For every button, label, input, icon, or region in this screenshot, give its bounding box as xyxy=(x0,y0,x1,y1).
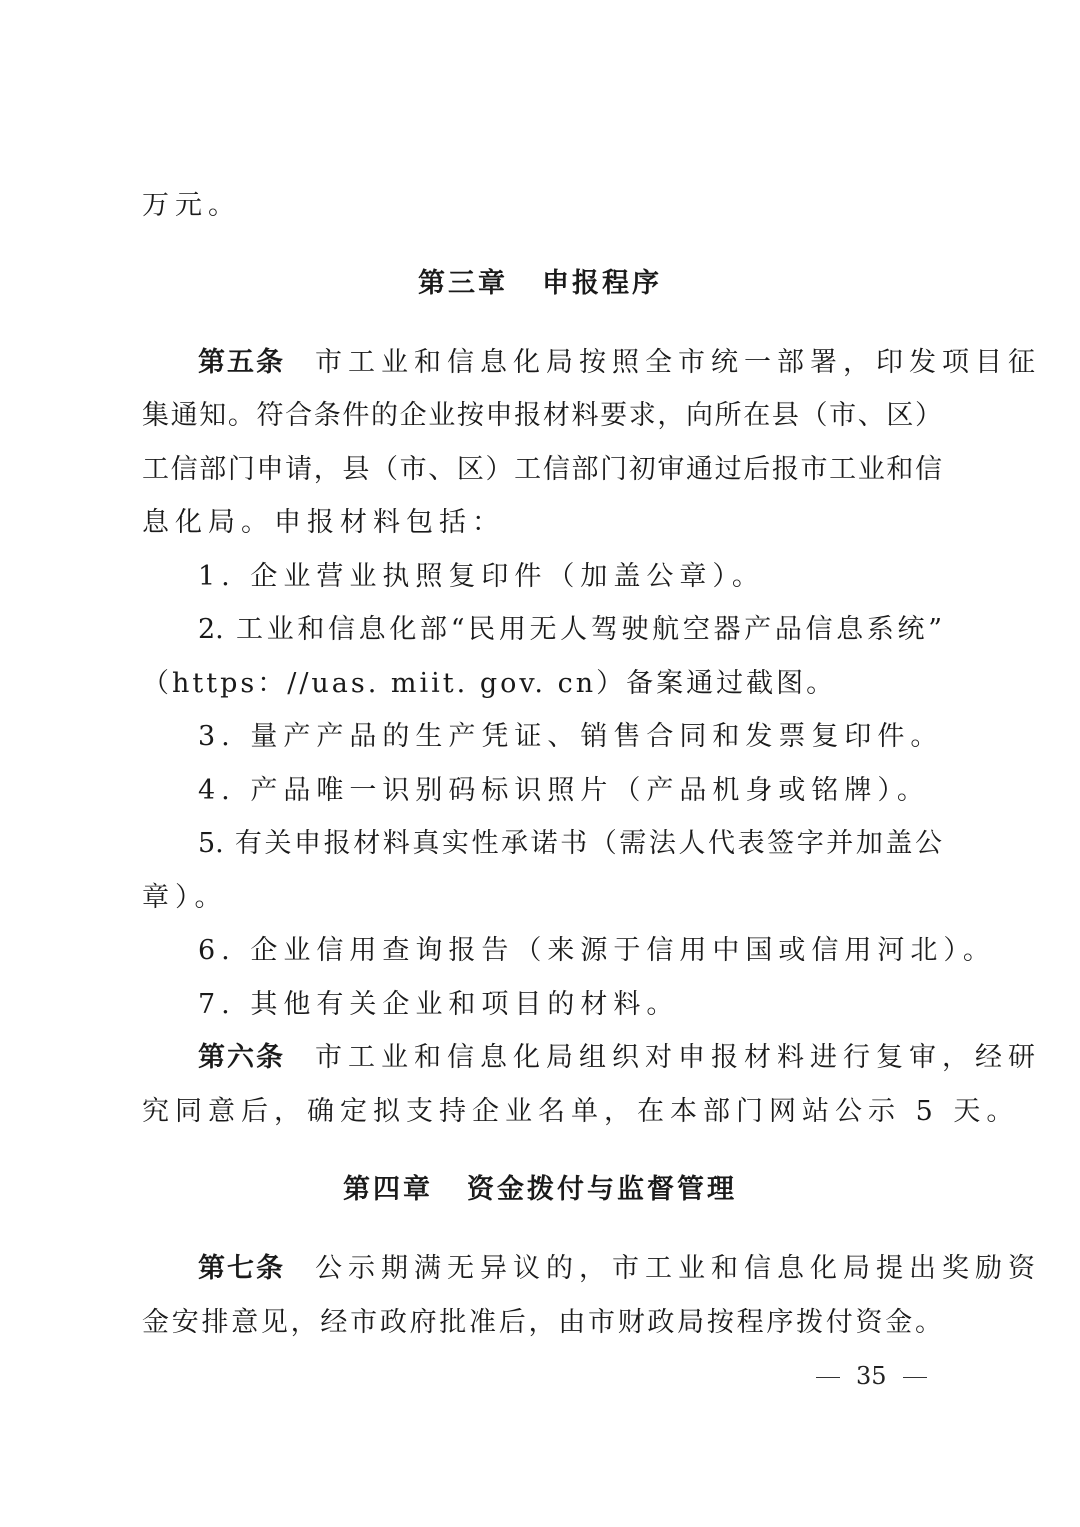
chapter-4-title: 资金拨付与监督管理 xyxy=(467,1174,737,1205)
article-6-line-1 xyxy=(198,1040,1041,1076)
chapter-4-heading xyxy=(0,1172,1080,1208)
page-number-value: 35 xyxy=(856,1362,887,1390)
article-6-text-1: 市工业和信息化局组织对申报材料进行复审，经研 xyxy=(315,1042,1041,1073)
list-item-5-line-2: 章）。 xyxy=(142,882,228,913)
article-5-line-1 xyxy=(198,345,1041,381)
dash-right-icon xyxy=(903,1377,927,1378)
chapter-3-number: 第三章 xyxy=(418,268,508,299)
page-number xyxy=(800,1360,916,1392)
article-5-line-2: 集通知。符合条件的企业按申报材料要求，向所在县（市、区） xyxy=(142,400,942,431)
chapter-3-title: 申报程序 xyxy=(542,268,662,299)
article-7-label: 第七条 xyxy=(198,1253,285,1284)
article-7-text-1: 公示期满无异议的，市工业和信息化局提出奖励资 xyxy=(315,1253,1041,1284)
list-item-4: 4. 产品唯一识别码标识照片（产品机身或铭牌）。 xyxy=(198,775,930,806)
article-5-label: 第五条 xyxy=(198,347,285,378)
article-5-line-4: 息化局。申报材料包括： xyxy=(142,507,505,538)
list-item-1: 1. 企业营业执照复印件（加盖公章）。 xyxy=(198,561,765,592)
list-item-5-line-1: 5. 有关申报材料真实性承诺书（需法人代表签字并加盖公 xyxy=(198,828,942,859)
list-item-3: 3. 量产产品的生产凭证、销售合同和发票复印件。 xyxy=(198,721,944,752)
article-6-line-2: 究同意后，确定拟支持企业名单，在本部门网站公示 5 天。 xyxy=(142,1096,1020,1127)
list-item-6: 6. 企业信用查询报告（来源于信用中国或信用河北）。 xyxy=(198,935,996,966)
article-5-line-3: 工信部门申请，县（市、区）工信部门初审通过后报市工业和信 xyxy=(142,454,942,485)
carry-over-line: 万元。 xyxy=(142,190,241,221)
dash-left-icon xyxy=(816,1377,840,1378)
article-5-text-1: 市工业和信息化局按照全市统一部署，印发项目征 xyxy=(315,347,1041,378)
article-6-label: 第六条 xyxy=(198,1042,285,1073)
list-item-7: 7. 其他有关企业和项目的材料。 xyxy=(198,989,680,1020)
list-item-2-line-2: （https：//uas. miit. gov. cn）备案通过截图。 xyxy=(142,668,837,699)
chapter-3-heading xyxy=(0,266,1080,302)
article-7-line-2: 金安排意见，经市政府批准后，由市财政局按程序拨付资金。 xyxy=(142,1307,942,1338)
chapter-4-number: 第四章 xyxy=(343,1174,433,1205)
article-7-line-1 xyxy=(198,1251,1041,1287)
list-item-2-line-1: 2. 工业和信息化部“民用无人驾驶航空器产品信息系统” xyxy=(198,614,942,645)
